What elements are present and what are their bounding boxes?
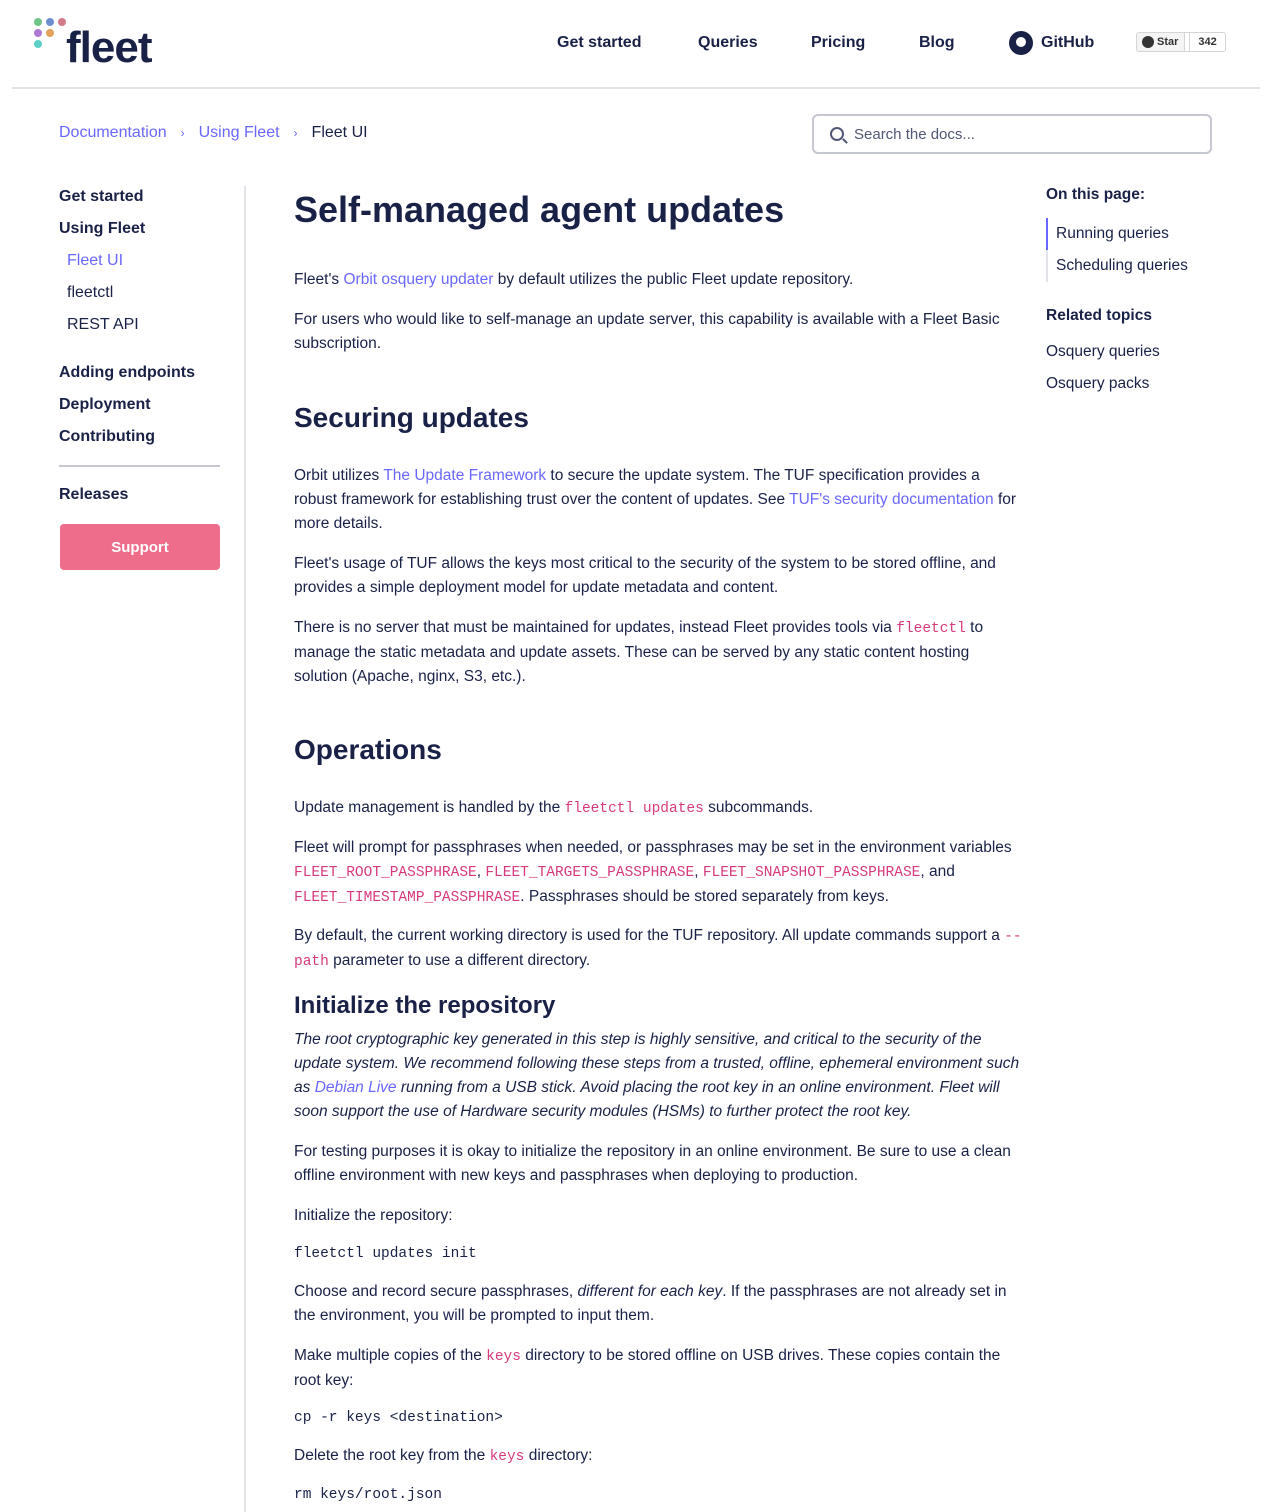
heading-operations: Operations <box>294 734 442 765</box>
logo-dot <box>46 18 54 26</box>
init-paragraph-4 <box>294 1344 1024 1393</box>
nav-pricing[interactable]: Pricing <box>811 34 866 51</box>
text: . If the passphrases are not already set in the environment, you will be prompted to input them. <box>294 1283 1007 1324</box>
heading-initialize-repository: Initialize the repository <box>294 992 556 1019</box>
text: Delete the root key from the <box>294 1447 490 1464</box>
emphasis: different for each key <box>577 1283 723 1300</box>
fleet-logo[interactable] <box>34 14 164 74</box>
breadcrumb-documentation[interactable]: Documentation <box>59 124 167 141</box>
github-label: GitHub <box>1041 34 1095 51</box>
top-navigation-bar <box>12 0 1260 89</box>
star-label-group[interactable] <box>1137 33 1185 51</box>
text: Update management is handled by the <box>294 799 565 816</box>
text: subcommands. <box>703 799 814 816</box>
init-paragraph-2: Initialize the repository: <box>294 1207 453 1224</box>
sidebar-separator <box>59 465 220 467</box>
text: Fleet's <box>294 271 344 288</box>
text: for more details. <box>294 491 1017 532</box>
related-osquery-queries[interactable]: Osquery queries <box>1046 343 1160 360</box>
text: Make multiple copies of the <box>294 1347 487 1364</box>
github-star-button[interactable] <box>1136 32 1226 52</box>
toc-item-scheduling-queries[interactable]: Scheduling queries <box>1056 257 1188 274</box>
logo-dot <box>46 29 54 37</box>
related-osquery-packs[interactable]: Osquery packs <box>1046 375 1150 392</box>
text: running from a USB stick. Avoid placing the root key in an online environment. Fleet will soon support the use of Hardware security modules (HSMs) to further protect the root key. <box>294 1079 1000 1120</box>
inline-code: FLEET_ROOT_PASSPHRASE <box>294 865 477 881</box>
text: . Passphrases should be stored separately from keys. <box>520 888 889 905</box>
init-paragraph-5 <box>294 1444 1024 1469</box>
toc-heading: On this page: <box>1046 186 1146 203</box>
breadcrumb-using-fleet[interactable]: Using Fleet <box>198 124 280 141</box>
logo-dot <box>34 18 42 26</box>
text: parameter to use a different directory. <box>328 952 591 969</box>
logo-dot <box>58 18 66 26</box>
text: Fleet will prompt for passphrases when needed, or passphrases may be set in the environment variables <box>294 839 1012 856</box>
sidebar-item-deployment[interactable]: Deployment <box>59 396 151 413</box>
related-topics-heading: Related topics <box>1046 307 1152 324</box>
init-paragraph-3 <box>294 1280 1024 1328</box>
text: There is no server that must be maintained for updates, instead Fleet provides tools via <box>294 619 897 636</box>
text: directory: <box>524 1447 593 1464</box>
inline-code: fleetctl updates <box>564 801 704 817</box>
text: Choose and record secure passphrases, <box>294 1283 578 1300</box>
heading-securing-updates: Securing updates <box>294 402 529 433</box>
nav-queries[interactable]: Queries <box>698 34 758 51</box>
sidebar-divider <box>244 186 246 1512</box>
operations-paragraph-3 <box>294 924 1024 974</box>
code-block: cp -r keys <destination> <box>294 1410 503 1426</box>
link-update-framework[interactable]: The Update Framework <box>383 467 547 484</box>
text: to manage the static metadata and update assets. These can be served by any static content hosting solution (Apache, nginx, S3, etc.). <box>294 619 984 685</box>
nav-get-started[interactable]: Get started <box>557 34 642 51</box>
inline-code: FLEET_SNAPSHOT_PASSPHRASE <box>702 865 921 881</box>
securing-paragraph-1 <box>294 464 1024 536</box>
text: , <box>694 863 703 880</box>
inline-code: keys <box>486 1349 521 1365</box>
inline-code: keys <box>489 1449 525 1465</box>
sidebar-item-contributing[interactable]: Contributing <box>59 428 155 445</box>
code-block: fleetctl updates init <box>294 1246 477 1262</box>
text: to secure the update system. The TUF specification provides a robust framework for establishing trust over the content of updates. See <box>294 467 980 508</box>
toc-item-running-queries[interactable]: Running queries <box>1056 225 1169 242</box>
breadcrumb <box>59 122 368 144</box>
breadcrumb-current: Fleet UI <box>311 124 368 141</box>
docs-search[interactable] <box>812 114 1212 154</box>
link-orbit-updater[interactable]: Orbit osquery updater <box>343 271 494 288</box>
securing-paragraph-2: Fleet's usage of TUF allows the keys most critical to the security of the system to be stored offline, and provides a simple deployment model for update metadata and content. <box>294 555 996 596</box>
text: The root cryptographic key generated in this step is highly sensitive, and critical to the security of the update system. We recommend following these steps from a trusted, offline, ephemeral environment such as <box>294 1031 1020 1096</box>
text: By default, the current working directory is used for the TUF repository. All update commands support a <box>294 927 1005 944</box>
support-button[interactable]: Support <box>60 524 220 570</box>
link-tuf-security-docs[interactable]: TUF's security documentation <box>789 491 994 508</box>
text: directory to be stored offline on USB drives. These copies contain the root key: <box>294 1347 1001 1389</box>
sidebar-item-rest-api[interactable]: REST API <box>67 316 139 333</box>
init-paragraph-1: For testing purposes it is okay to initialize the repository in an online environment. Be sure to use a clean offline environment with new keys and passphrases when deploying to production. <box>294 1143 1011 1184</box>
chevron-right-icon: › <box>293 126 298 140</box>
toc-active-indicator <box>1046 218 1048 250</box>
intro-paragraph-2: For users who would like to self-manage an update server, this capability is available with a Fleet Basic subscription. <box>294 311 1000 352</box>
sidebar-item-get-started[interactable]: Get started <box>59 188 144 205</box>
sidebar-item-fleetctl[interactable]: fleetctl <box>67 284 114 301</box>
inline-code: FLEET_TIMESTAMP_PASSPHRASE <box>294 890 521 906</box>
init-note <box>294 1028 1024 1124</box>
search-input[interactable] <box>854 126 1184 143</box>
logo-dot <box>34 29 42 37</box>
sidebar-item-releases[interactable]: Releases <box>59 486 129 503</box>
sidebar-item-adding-endpoints[interactable]: Adding endpoints <box>59 364 195 381</box>
search-icon <box>830 127 844 141</box>
page-title: Self-managed agent updates <box>294 189 785 230</box>
inline-code: --path <box>294 929 1022 970</box>
intro-paragraph-1 <box>294 268 1024 292</box>
inline-code: FLEET_TARGETS_PASSPHRASE <box>485 865 695 881</box>
logo-dot <box>34 40 42 48</box>
operations-paragraph-1 <box>294 796 1024 821</box>
sidebar-item-fleet-ui[interactable]: Fleet UI <box>67 252 124 269</box>
github-small-icon <box>1142 36 1154 48</box>
nav-github[interactable] <box>1009 30 1094 56</box>
text: Orbit utilizes <box>294 467 384 484</box>
link-debian-live[interactable]: Debian Live <box>314 1079 397 1096</box>
inline-code: fleetctl <box>896 621 966 637</box>
text: , <box>476 863 486 880</box>
code-block: rm keys/root.json <box>294 1487 442 1503</box>
github-icon <box>1009 31 1033 55</box>
text: , and <box>920 863 955 880</box>
star-count[interactable]: 342 <box>1189 33 1224 51</box>
text: by default utilizes the public Fleet update repository. <box>493 271 854 288</box>
nav-blog[interactable]: Blog <box>919 34 955 51</box>
sidebar-item-using-fleet[interactable]: Using Fleet <box>59 220 146 237</box>
securing-paragraph-3 <box>294 616 1024 689</box>
star-label: Star <box>1157 36 1179 48</box>
logo-text: fleet <box>66 23 152 72</box>
chevron-right-icon: › <box>180 126 185 140</box>
operations-paragraph-2 <box>294 836 1024 910</box>
